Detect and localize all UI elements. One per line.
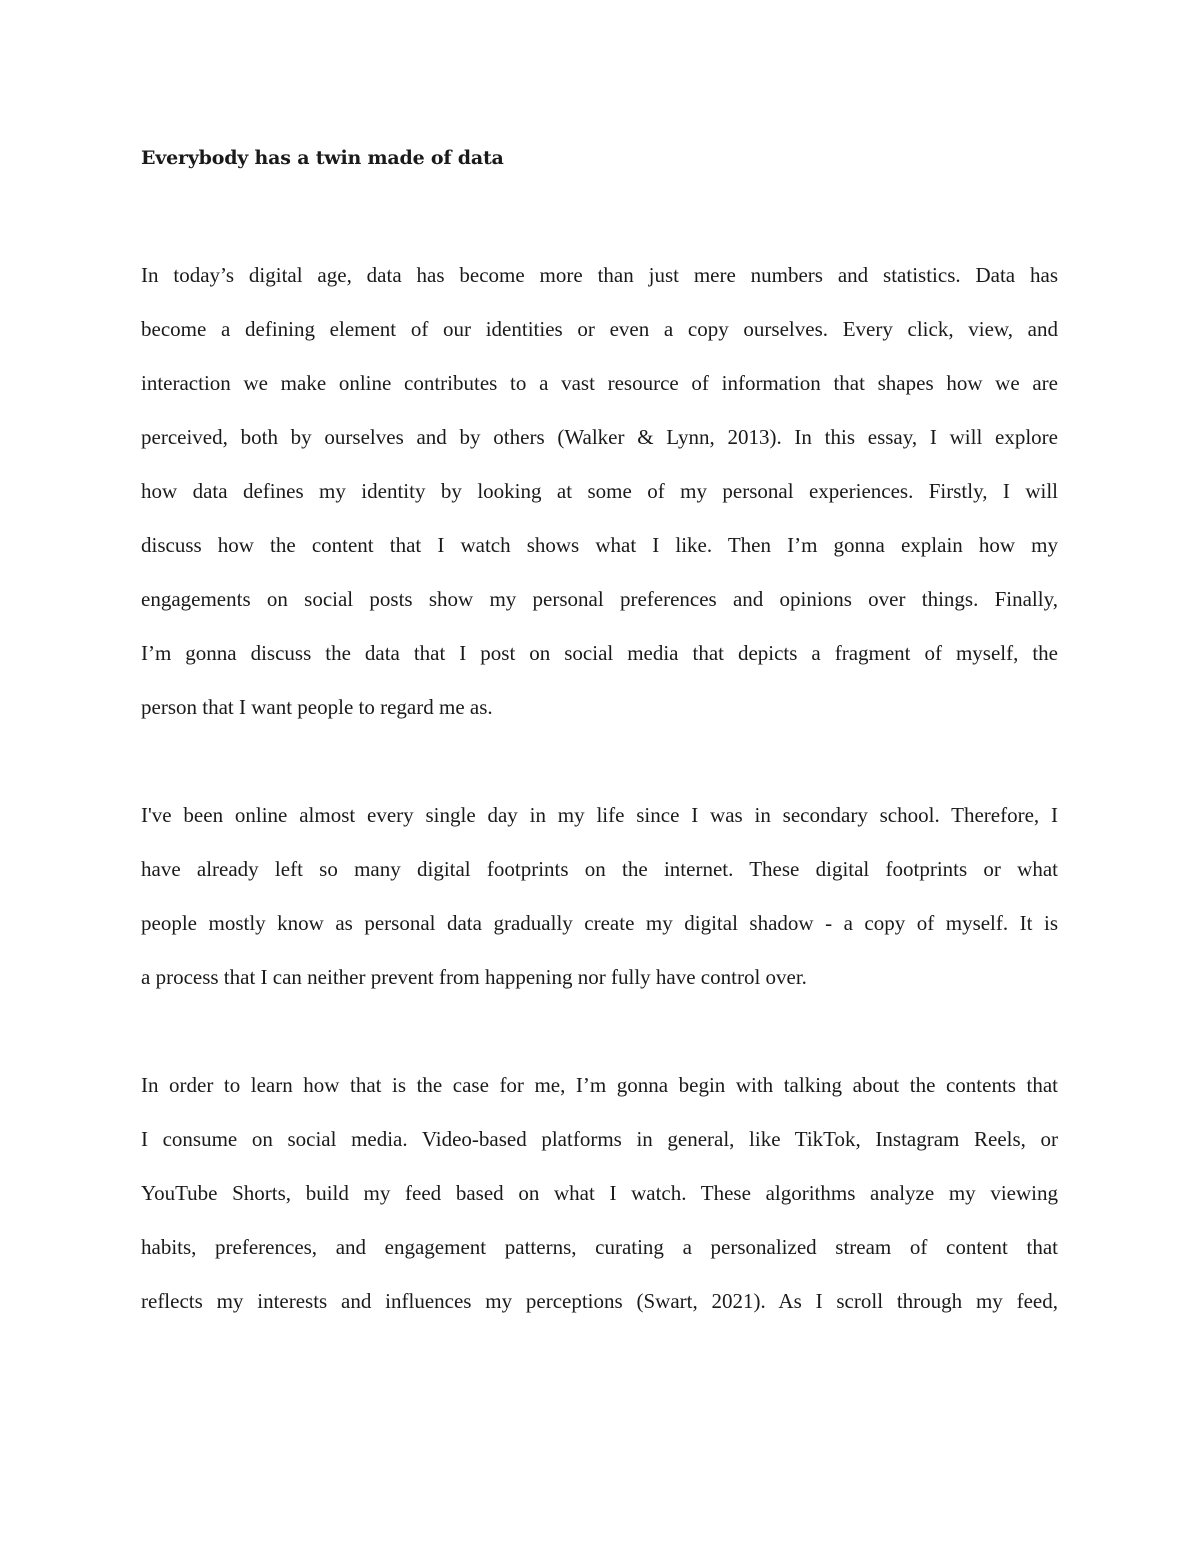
- text-line: interaction we make online contributes to a vast resource of information that shapes how we are: [141, 371, 1058, 395]
- text-line: become a defining element of our identities or even a copy ourselves. Every click, view, and: [141, 317, 1058, 341]
- text-line: have already left so many digital footprints on the internet. These digital footprints or what: [141, 857, 1058, 881]
- text-line: engagements on social posts show my personal preferences and opinions over things. Finally,: [141, 587, 1058, 611]
- text-line: YouTube Shorts, build my feed based on what I watch. These algorithms analyze my viewing: [141, 1181, 1058, 1205]
- document-body: [141, 140, 1058, 1382]
- text-line: person that I want people to regard me as.: [141, 695, 493, 719]
- text-line: I consume on social media. Video-based platforms in general, like TikTok, Instagram Reels, or: [141, 1127, 1058, 1151]
- document-title: Everybody has a twin made of data: [141, 147, 504, 169]
- text-line: discuss how the content that I watch shows what I like. Then I’m gonna explain how my: [141, 533, 1058, 557]
- text-line: how data defines my identity by looking at some of my personal experiences. Firstly, I will: [141, 479, 1058, 503]
- text-line: I’m gonna discuss the data that I post on social media that depicts a fragment of myself, the: [141, 641, 1058, 665]
- paragraph-digital-footprints: [141, 788, 1058, 1004]
- paragraph-content-consumption: [141, 1058, 1058, 1328]
- text-line: perceived, both by ourselves and by others (Walker & Lynn, 2013). In this essay, I will explore: [141, 425, 1058, 449]
- text-line: I've been online almost every single day in my life since I was in secondary school. Therefore, I: [141, 803, 1058, 827]
- text-line: In today’s digital age, data has become more than just mere numbers and statistics. Data has: [141, 263, 1058, 287]
- text-line: habits, preferences, and engagement patterns, curating a personalized stream of content that: [141, 1235, 1058, 1259]
- paragraph-intro: [141, 248, 1058, 734]
- text-line: people mostly know as personal data gradually create my digital shadow - a copy of myself. It is: [141, 911, 1058, 935]
- text-line: reflects my interests and influences my perceptions (Swart, 2021). As I scroll through my feed,: [141, 1289, 1058, 1313]
- text-line: In order to learn how that is the case for me, I’m gonna begin with talking about the contents that: [141, 1073, 1058, 1097]
- text-line: a process that I can neither prevent from happening nor fully have control over.: [141, 965, 807, 989]
